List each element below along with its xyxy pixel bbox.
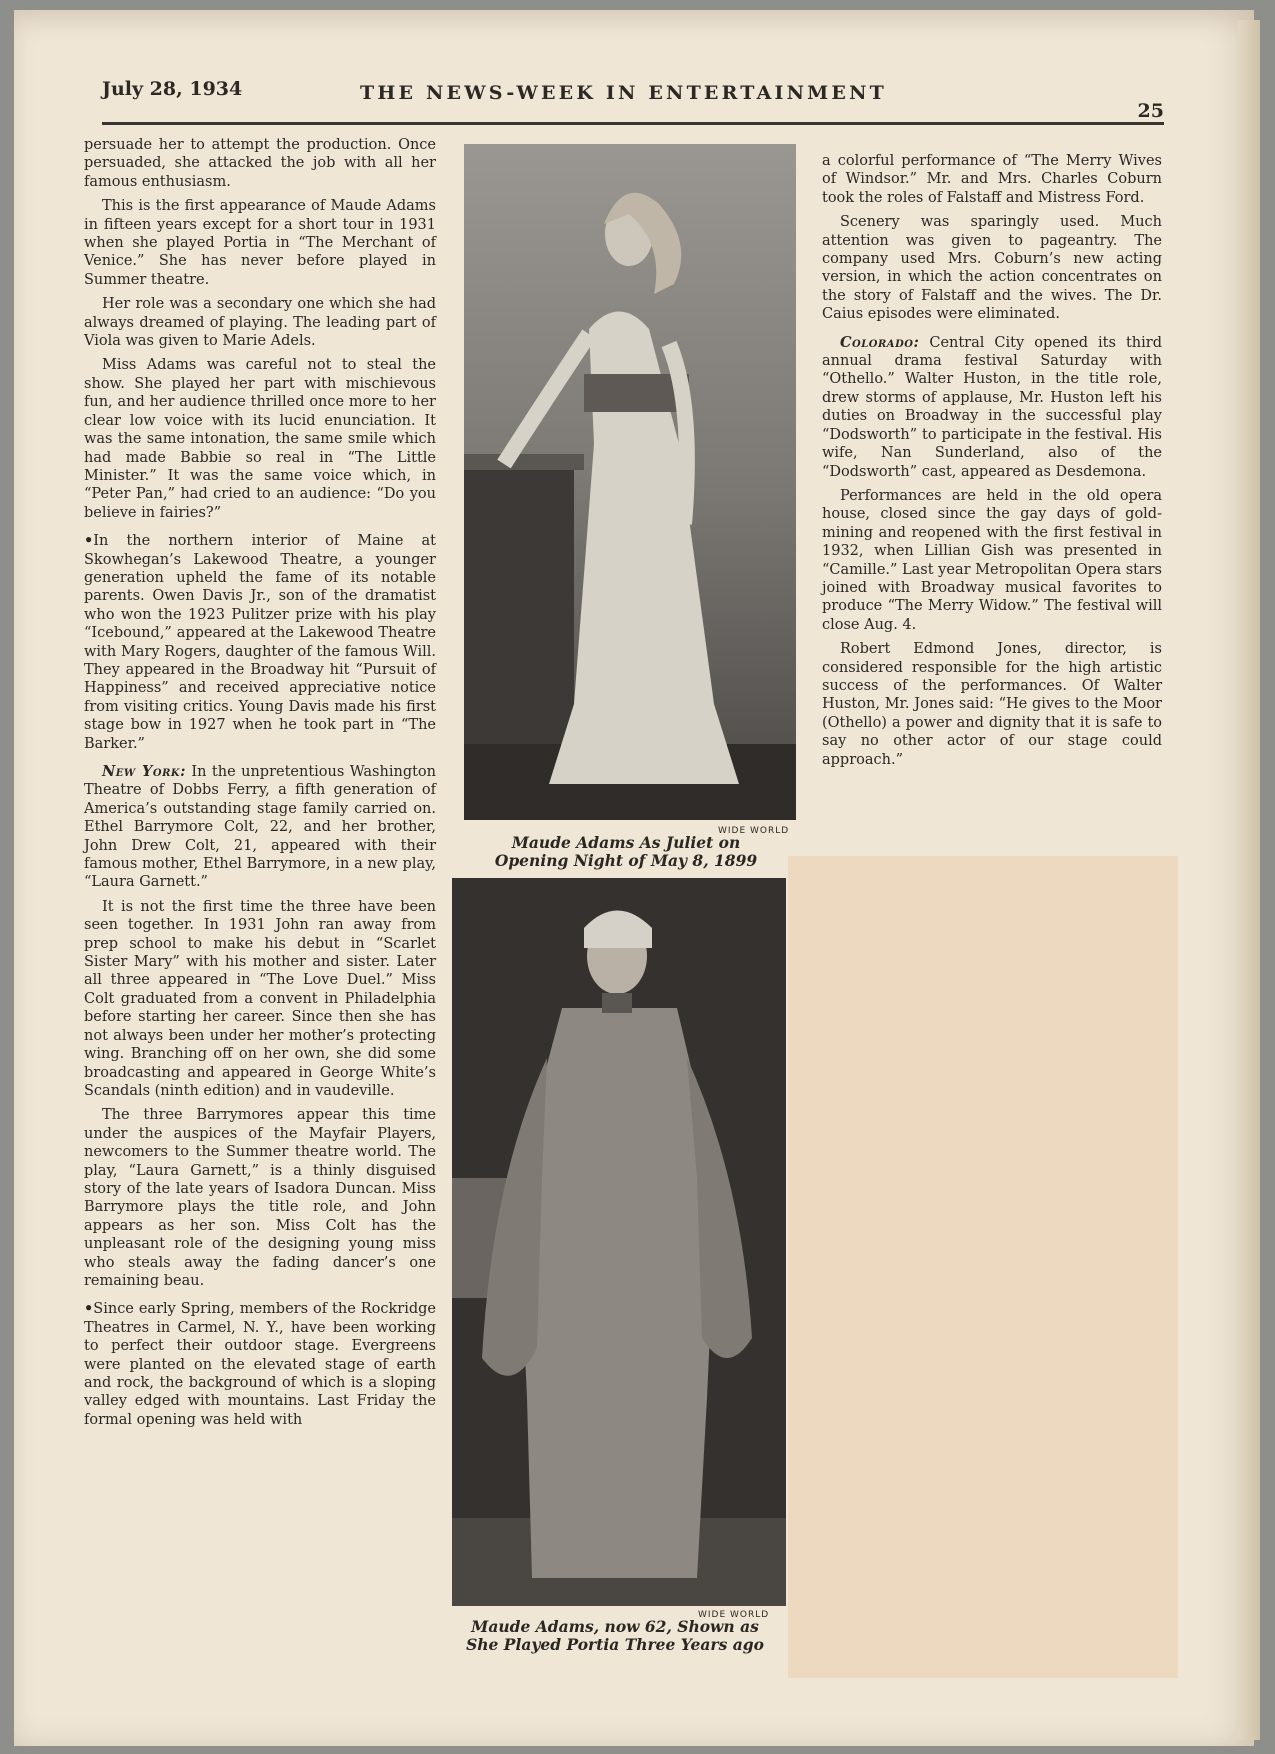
paragraph: This is the first appearance of Maude Adams in fifteen years except for a short tour in 1931 when she played Portia in “The Merchant of Venice.” She has never before played in Summer theatre. [84,198,436,288]
caption-line: Maude Adams As Juliet on [511,833,741,852]
blank-area [788,856,1178,1678]
paragraph: Her role was a secondary one which she had always dreamed of playing. The leading part of Viola was given to Marie Adels. [84,296,436,350]
page-number: 25 [1137,100,1164,122]
section-title: THE NEWS-WEEK IN ENTERTAINMENT [360,82,887,104]
paragraph: persuade her to attempt the production. Once persuaded, she attacked the job with all her famous enthusiasm. [84,137,436,190]
paragraph-text: In the unpretentious Washington Theatre of Dobbs Ferry, a fifth generation of America’s outstanding stage family carried on. Ethel Barrymore Colt, 22, and her brother, John Drew Colt, 21, appeared with their famous mother, Ethel Barrymore, in a new play, “Laura Garnett.” [84,764,436,891]
photo-portia-illustration [452,878,786,1606]
paragraph-colorado [822,334,1162,481]
paragraph: Robert Edmond Jones, director, is considered responsible for the high artistic success of the performances. Of Walter Huston, Mr. Jones said: “He gives to the Moor (Othello) a power and dignity that it is safe to say no other actor of our stage could approach.” [822,641,1162,768]
photo-portia [452,878,786,1606]
paragraph: Miss Adams was careful not to steal the show. She played her part with mischievous fun, and her audience thrilled once more to her clear low voice with its lucid enunciation. It was the same intonation, the same smile which had made Babbie so real in “The Little Minister.” It was the same voice which, in “Peter Pan,” had cried to an audience: “Do you believe in fairies?” [84,357,436,521]
photo-juliet [464,144,796,820]
article-column-left [84,136,436,1435]
paragraph: The three Barrymores appear this time under the auspices of the Mayfair Players, newcomers to the Summer theatre world. The play, “Laura Garnett,” is a thinly disguised story of the late years of Isadora Duncan. Miss Barrymore plays the title role, and John appears as her son. Miss Colt has the unpleasant role of the designing young miss who steals away the fading dancer’s one remaining beau. [84,1107,436,1289]
paragraph-maine: • In the northern interior of Maine at Skowhegan’s Lakewood Theatre, a younger generation upheld the fame of its notable parents. Owen Davis Jr., son of the dramatist who won the 1923 Pulitzer prize with his play “Icebound,” appeared at the Lakewood Theatre with Mary Rogers, daughter of the famous Will. They appeared in the Broadway hit “Pursuit of Happiness” and received appreciative notice from visiting critics. Young Davis made his first stage bow in 1927 when he took part in “The Barker.” [84,532,436,753]
page-header [102,78,1164,125]
photo-caption-top [476,834,776,870]
caption-line: Maude Adams, now 62, Shown as [471,1617,759,1636]
paragraph: a colorful performance of “The Merry Wives of Windsor.” Mr. and Mrs. Charles Coburn took the roles of Falstaff and Mistress Ford. [822,153,1162,206]
photo-juliet-illustration [464,144,796,820]
paragraph: Performances are held in the old opera house, closed since the gay days of gold-mining and reopened with the first festival in 1932, when Lillian Gish was presented in “Camille.” Last year Metropolitan Opera stars joined with Broadway musical favorites to produce “The Merry Widow.” The festival will close Aug. 4. [822,487,1162,633]
paragraph-new-york [84,763,436,892]
caption-line: She Played Portia Three Years ago [466,1635,764,1654]
issue-date: July 28, 1934 [102,78,243,100]
paragraph-text: Central City opened its third annual drama festival Saturday with “Othello.” Walter Huston, in the title role, drew storms of applause, Mr. Huston left his duties on Broadway in the successful play “Dodsworth” to participate in the festival. His wife, Nan Sunderland, also of the “Dodsworth” cast, appeared as Desdemona. [822,334,1162,480]
photo-credit-bottom: WIDE WORLD [698,1610,770,1620]
caption-line: Opening Night of May 8, 1899 [494,851,758,870]
page-edge [1238,20,1260,1740]
photo-caption-bottom [456,1618,774,1654]
section-label-new-york: New York: [102,763,186,780]
photo-credit-top: WIDE WORLD [718,826,790,836]
paragraph: Scenery was sparingly used. Much attention was given to pageantry. The company used Mrs. Coburn’s new acting version, in which the action concentrates on the story of Falstaff and the wives. The Dr. Caius episodes were eliminated. [822,214,1162,323]
article-column-right [822,152,1162,775]
paragraph-carmel: • Since early Spring, members of the Rockridge Theatres in Carmel, N. Y., have been working to perfect their outdoor stage. Evergreens were planted on the elevated stage of earth and rock, the background of which is a sloping valley edged with mountains. Last Friday the formal opening was held with [84,1300,436,1429]
paragraph: It is not the first time the three have been seen together. In 1931 John ran away from prep school to make his debut in “Scarlet Sister Mary” with his mother and sister. Later all three appeared in “The Love Duel.” Miss Colt graduated from a convent in Philadelphia before starting her career. Since then she has not always been under her mother’s protecting wing. Branching off on her own, she did some broadcasting and appeared in George White’s Scandals (ninth edition) and in vaudeville. [84,898,436,1099]
section-label-colorado: Colorado: [840,333,920,351]
